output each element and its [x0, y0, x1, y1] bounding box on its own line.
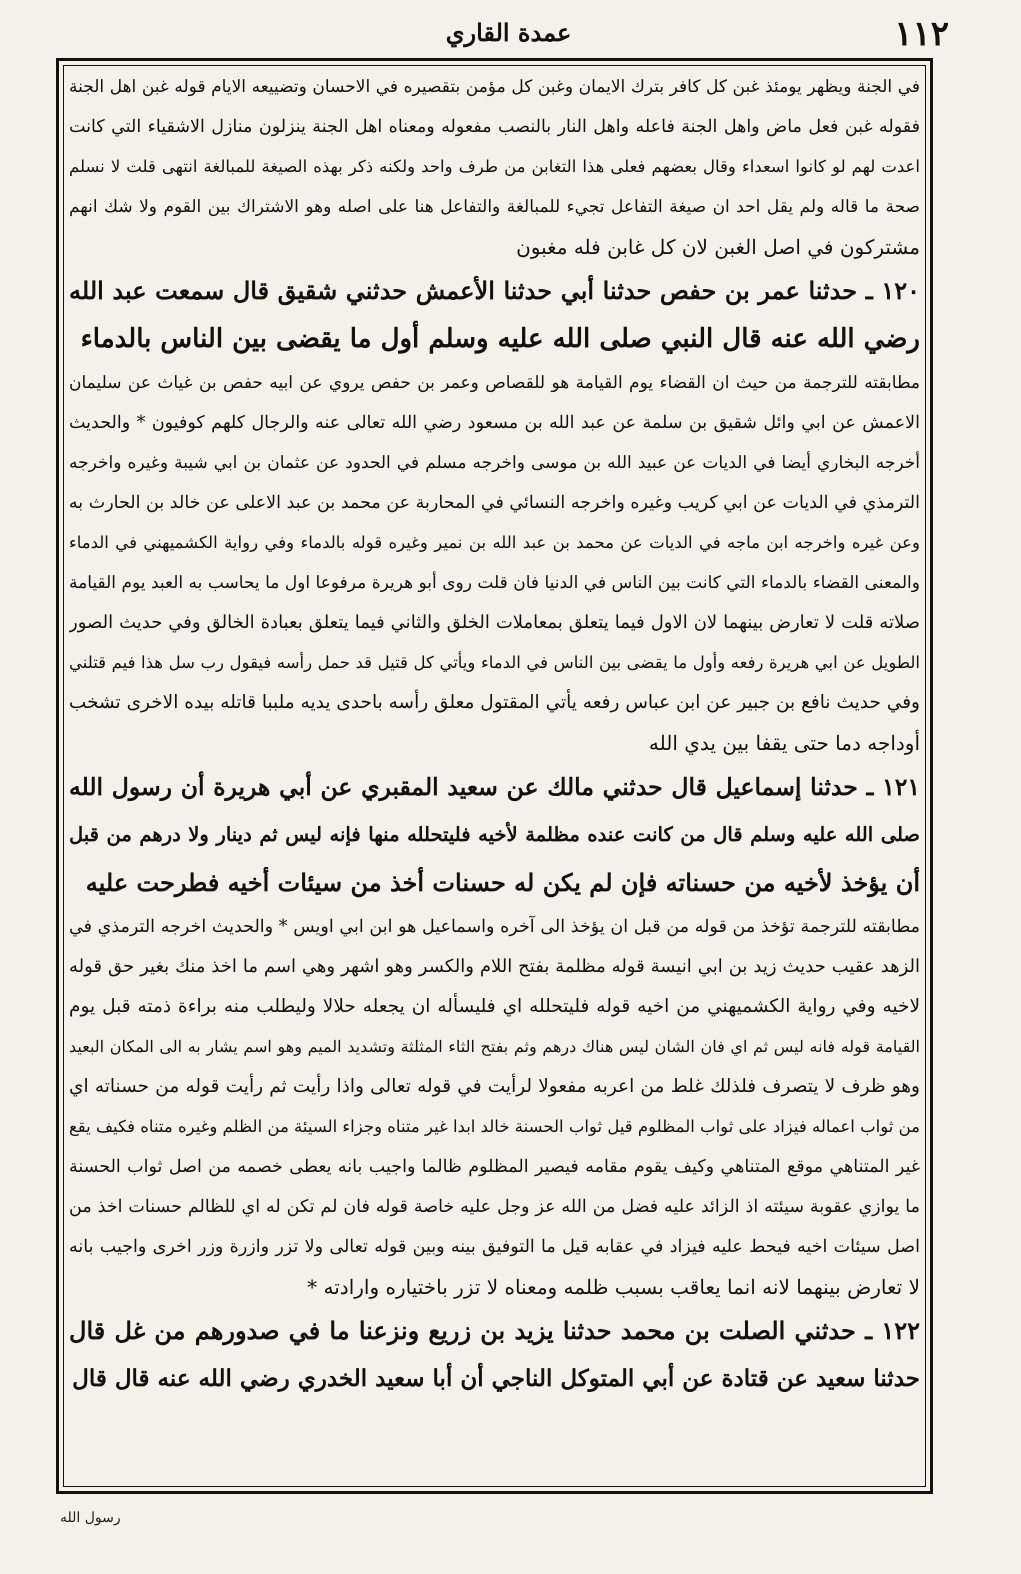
commentary-text-line: صحة ما قاله ولم يقل احد ان صيغة التفاعل تجيء للمبالغة والتفاعل هنا على اصله وهو الاشتراك بين القوم ولا شك انهم	[69, 197, 920, 217]
commentary-text-line: صلاته قلت لا تعارض بينهما لان الاول فيما يتعلق بمعاملات الخلق والثاني فيما يتعلق بعبادة الخالق وفي حديث الصور	[69, 612, 920, 633]
commentary-text-line: أخرجه البخاري أيضا في الديات عن عبيد الله بن موسى واخرجه مسلم في الحدود عن عثمان بن ابي شيبة وغيره واخرجه	[69, 453, 920, 473]
hadith-text-line: صلى الله عليه وسلم قال من كانت عنده مظلمة لأخيه فليتحلله منها فإنه ليس ثم دينار ولا درهم من قبل	[69, 823, 920, 846]
commentary-text-line: مشتركون في اصل الغبن لان كل غابن فله مغبون	[516, 235, 920, 259]
page-number: ١١٢	[894, 14, 949, 54]
footer-note: رسول الله	[60, 1510, 121, 1526]
commentary-text-line: اعدت لهم لو كانوا اسعداء وقال بعضهم فعلى هذا التغابن من طرف واحد ولكنه ذكر بهذه الصيغة للمبالغة انتهى قلت لا نسلم	[69, 157, 920, 176]
hadith-text-line: حدثنا سعيد عن قتادة عن أبي المتوكل الناجي أن أبا سعيد الخدري رضي الله عنه قال قال	[72, 1365, 920, 1392]
running-header	[48, 14, 969, 58]
commentary-text-line: الطويل عن ابي هريرة رفعه وأول ما يقضى بين الناس في الدماء ويأتي كل قتيل قد حمل رأسه فيقول رب سل هذا فيم قتلني	[69, 653, 920, 672]
commentary-text-line: لاخيه وفي رواية الكشميهني من اخيه قوله فليتحلله اي فليسأله ان يجعله حلالا وليطلب منه براءة ذمته قبل يوم	[69, 996, 920, 1017]
hadith-text-line: رضي الله عنه قال النبي صلى الله عليه وسلم أول ما يقضى بين الناس بالدماء	[80, 324, 920, 354]
commentary-text-line: وفي حديث نافع بن جبير عن ابن عباس رفعه يأتي المقتول معلق رأسه باحدى يديه ملببا قاتله بيده الاخرى تشخب	[69, 692, 920, 713]
commentary-text-line: غير المتناهي موقع المتناهي وكيف يقوم مقامه فيصير المظلوم ظالما واجيب بانه يعطى خصمه من اصل ثواب الحسنة	[69, 1157, 920, 1177]
hadith-text-line: ١٢٠ ـ حدثنا عمر بن حفص حدثنا أبي حدثنا الأعمش حدثني شقيق قال سمعت عبد الله	[69, 276, 920, 305]
commentary-text-line: من ثواب اعماله فيزاد على ثواب المظلوم قيل ثواب الحسنة خالد ابدا غير متناه وجزاء السيئة من الظلم وغيره متناه فكيف يقع	[69, 1117, 920, 1136]
commentary-text-line: اصل سيئات اخيه فيحط عليه فيزاد في عقابه قيل ما التوفيق بينه وبين قوله تعالى ولا تزر وازرة وزر اخرى واجيب بانه	[69, 1237, 920, 1257]
commentary-text-line: مطابقته للترجمة تؤخذ من قوله من قبل ان يؤخذ الى آخره واسماعيل هو ابن ابي اويس * والحديث اخرجه الترمذي في	[69, 917, 920, 937]
text-frame	[56, 58, 933, 1494]
text-body	[69, 67, 920, 1485]
commentary-text-line: في الجنة ويظهر يومئذ غبن كل كافر بترك الايمان وغبن كل مؤمن بتقصيره في الاحسان وتضييعه الايام قوله غبن اهل الجنة	[69, 77, 920, 97]
commentary-text-line: فقوله غبن فعل ماض واهل الجنة فاعله واهل النار بالنصب مفعوله ومعناه اهل الجنة ينزلون منازل الاشقياء التي كانت	[69, 117, 920, 137]
commentary-text-line: لا تعارض بينهما لانه انما يعاقب بسبب ظلمه ومعناه لا تزر باختياره وارادته *	[307, 1275, 920, 1299]
running-title: عمدة القاري	[445, 18, 572, 47]
commentary-text-line: أوداجه دما حتى يقفا بين يدي الله	[648, 731, 920, 755]
hadith-text-line: ١٢١ ـ حدثنا إسماعيل قال حدثني مالك عن سعيد المقبري عن أبي هريرة أن رسول الله	[69, 773, 920, 801]
commentary-text-line: القيامة قوله فانه ليس ثم اي فان الشان ليس هناك درهم وثم بفتح الثاء المثلثة وتشديد الميم وهو اسم يشار به الى المكان البعيد	[69, 1037, 920, 1056]
hadith-text-line: أن يؤخذ لأخيه من حسناته فإن لم يكن له حسنات أخذ من سيئات أخيه فطرحت عليه	[85, 868, 920, 897]
commentary-text-line: مطابقته للترجمة من حيث ان القضاء يوم القيامة هو للقصاص وعمر بن حفص يروي عن ابيه حفص بن غياث عن سليمان	[69, 373, 920, 393]
commentary-text-line: ما يوازي عقوبة سيئته اذ الزائد عليه فضل من الله عز وجل عليه خاصة قوله فان لم تكن له اي للظالم حسنات اخذ من	[69, 1197, 920, 1217]
commentary-text-line: وهو ظرف لا يتصرف فلذلك غلط من اعربه مفعولا لرأيت في قوله تعالى واذا رأيت ثم رأيت قوله من حسناته اي	[69, 1076, 920, 1097]
commentary-text-line: والمعنى القضاء بالدماء التي كانت بين الناس في الدنيا فان قلت روى أبو هريرة مرفوعا اول ما يحاسب به العبد يوم القيامة	[69, 573, 920, 593]
commentary-text-line: الاعمش عن ابي وائل شقيق بن سلمة عن عبد الله بن مسعود رضي الله تعالى عنه والرجال كلهم كوفيون * والحديث	[69, 413, 920, 433]
hadith-text-line: ١٢٢ ـ حدثني الصلت بن محمد حدثنا يزيد بن زريع ونزعنا ما في صدورهم من غل قال	[69, 1316, 920, 1345]
commentary-text-line: الترمذي في الديات عن ابي كريب وغيره واخرجه النسائي في المحاربة عن محمد بن عبد الاعلى عن خالد بن الحارث به	[69, 493, 920, 513]
commentary-text-line: الزهد عقيب حديث زيد بن ابي انيسة قوله مظلمة بفتح اللام والكسر وهو اشهر وهي اسم ما اخذ منك بغير حق قوله	[69, 956, 920, 977]
commentary-text-line: وعن غيره واخرجه ابن ماجه في الديات عن محمد بن عبد الله بن نمير وغيره قوله بالدماء وفي رواية الكشميهني في الدماء	[69, 533, 920, 552]
